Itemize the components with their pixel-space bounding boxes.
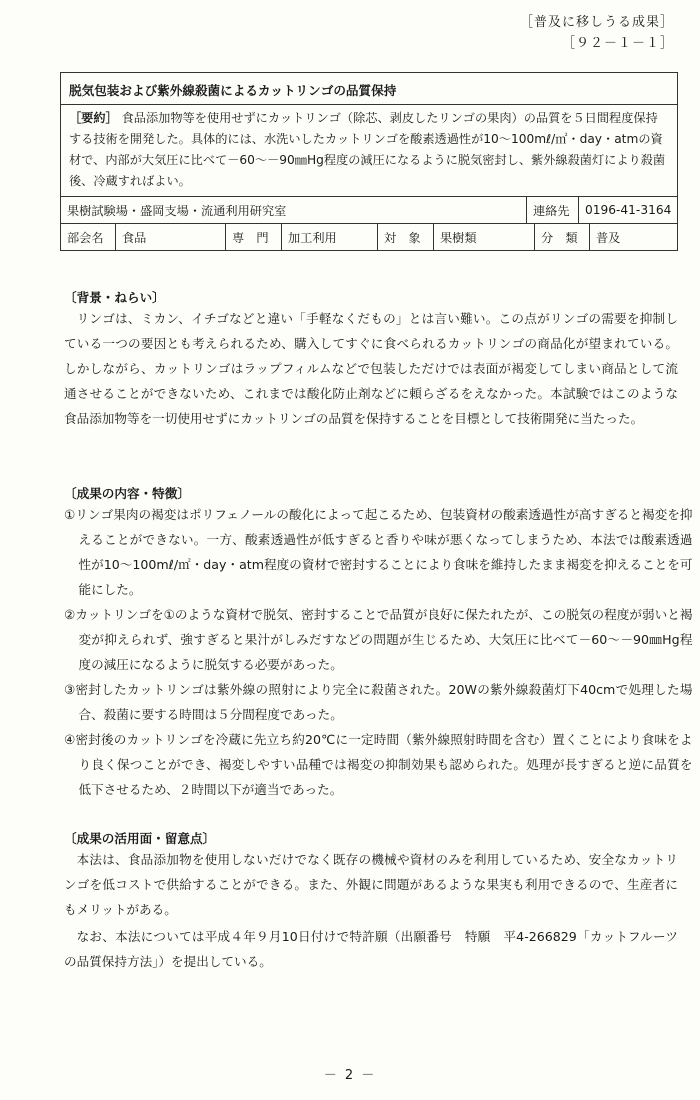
contact-value: 0196-41-3164 [585, 203, 672, 217]
background-text: リンゴは、ミカン、イチゴなどと違い「手軽なくだもの」とは言い難い。この点がリンゴの需要を抑制している一つの要因とも考えられるため、購入してすぐに食べられるカットリンゴの商品化が望まれている。しかしながら、カットリンゴはラップフィルムなどで包装しただけでは表面が褐変してしまい商品として流通させることができないため、これまでは酸化防止剤などに頼らざるをえなかった。本試験ではこのような食品添加物等を一切使用せずにカットリンゴの品質を保持することを目標として技術開発に当たった。 [64, 311, 678, 426]
utilization-heading: 〔成果の活用面・留意点〕 [64, 831, 216, 846]
utilization-paragraph-2: なお、本法については平成４年９月10日付けで特許願（出願番号 特願 平4-266829「カットフルーツの品質保持方法」）を提出している。 [64, 929, 678, 969]
class-value: 普及 [596, 230, 621, 245]
utilization-paragraph-1: 本法は、食品添加物を使用しないだけでなく既存の機械や資材のみを利用しているため、安全なカットリンゴを低コストで供給することができる。また、外観に問題があるような果実も利用できるので、生産者にもメリットがある。 [64, 852, 678, 917]
summary-text: 食品添加物等を使用せずにカットリンゴ（除芯、剥皮したリンゴの果肉）の品質を５日間程度保持する技術を開発した。具体的には、水洗いしたカットリンゴを酸素透過性が10～100mℓ/㎡・day・atmの資材で、内部が大気圧に比べて－60～－90㎜Hg程度の減圧になるように脱気密封し、紫外線殺菌灯により殺菌後、冷蔵すればよい。 [69, 111, 666, 188]
target-value: 果樹類 [434, 224, 535, 250]
target-label: 対 象 [378, 224, 434, 250]
page-number: － 2 － [323, 1068, 377, 1083]
summary-section [61, 105, 677, 197]
specialty-value: 加工利用 [282, 224, 378, 250]
class-label: 分 類 [535, 224, 590, 250]
summary-label: ［要約］ [69, 111, 118, 125]
background-heading: 〔背景・ねらい〕 [64, 290, 165, 305]
report-code: ［９２－１－１］ [561, 36, 674, 51]
contact-label: 連絡先 [527, 197, 579, 223]
document-title: 脱気包装および紫外線殺菌によるカットリンゴの品質保持 [61, 73, 677, 105]
summary-box [60, 72, 678, 251]
organization-name: 果樹試験場・盛岡支場・流通利用研究室 [61, 197, 527, 223]
results-heading: 〔成果の内容・特徴〕 [64, 486, 190, 501]
result-item-1: ①リンゴ果肉の褐変はポリフェノールの酸化によって起こるため、包装資材の酸素透過性が高すぎると褐変を抑えることができない。一方、酸素透過性が低すぎると香りや味が悪くなってしまうため、本法では酸素透過性が10～100mℓ/㎡・day・atm程度の資材で密封することにより食味を維持したまま褐変を抑えることを可能にした。 [64, 507, 693, 597]
result-item-2: ②カットリンゴを①のような資材で脱気、密封することで品質が良好に保たれたが、この脱気の程度が弱いと褐変が抑えられず、強すぎると果汁がしみだすなどの問題が生じるため、大気圧に比べて－60～－90㎜Hg程度の減圧になるように脱気する必要があった。 [64, 607, 693, 672]
classification-row [61, 224, 677, 250]
result-item-3: ③密封したカットリンゴは紫外線の照射により完全に殺菌された。20Wの紫外線殺菌灯下40cmで処理した場合、殺菌に要する時間は５分間程度であった。 [64, 682, 693, 722]
organization-row [61, 197, 677, 224]
dept-label: 部会名 [61, 224, 116, 250]
report-header [520, 12, 674, 54]
specialty-label: 専 門 [226, 224, 282, 250]
dept-value: 食品 [116, 224, 226, 250]
report-category: ［普及に移しうる成果］ [519, 15, 674, 30]
result-item-4: ④密封後のカットリンゴを冷蔵に先立ち約20℃に一定時間（紫外線照射時間を含む）置くことにより食味をより良く保つことができ、褐変しやすい品種では褐変の抑制効果も認められた。処理が長すぎると逆に品質を低下させるため、２時間以下が適当であった。 [64, 732, 693, 797]
